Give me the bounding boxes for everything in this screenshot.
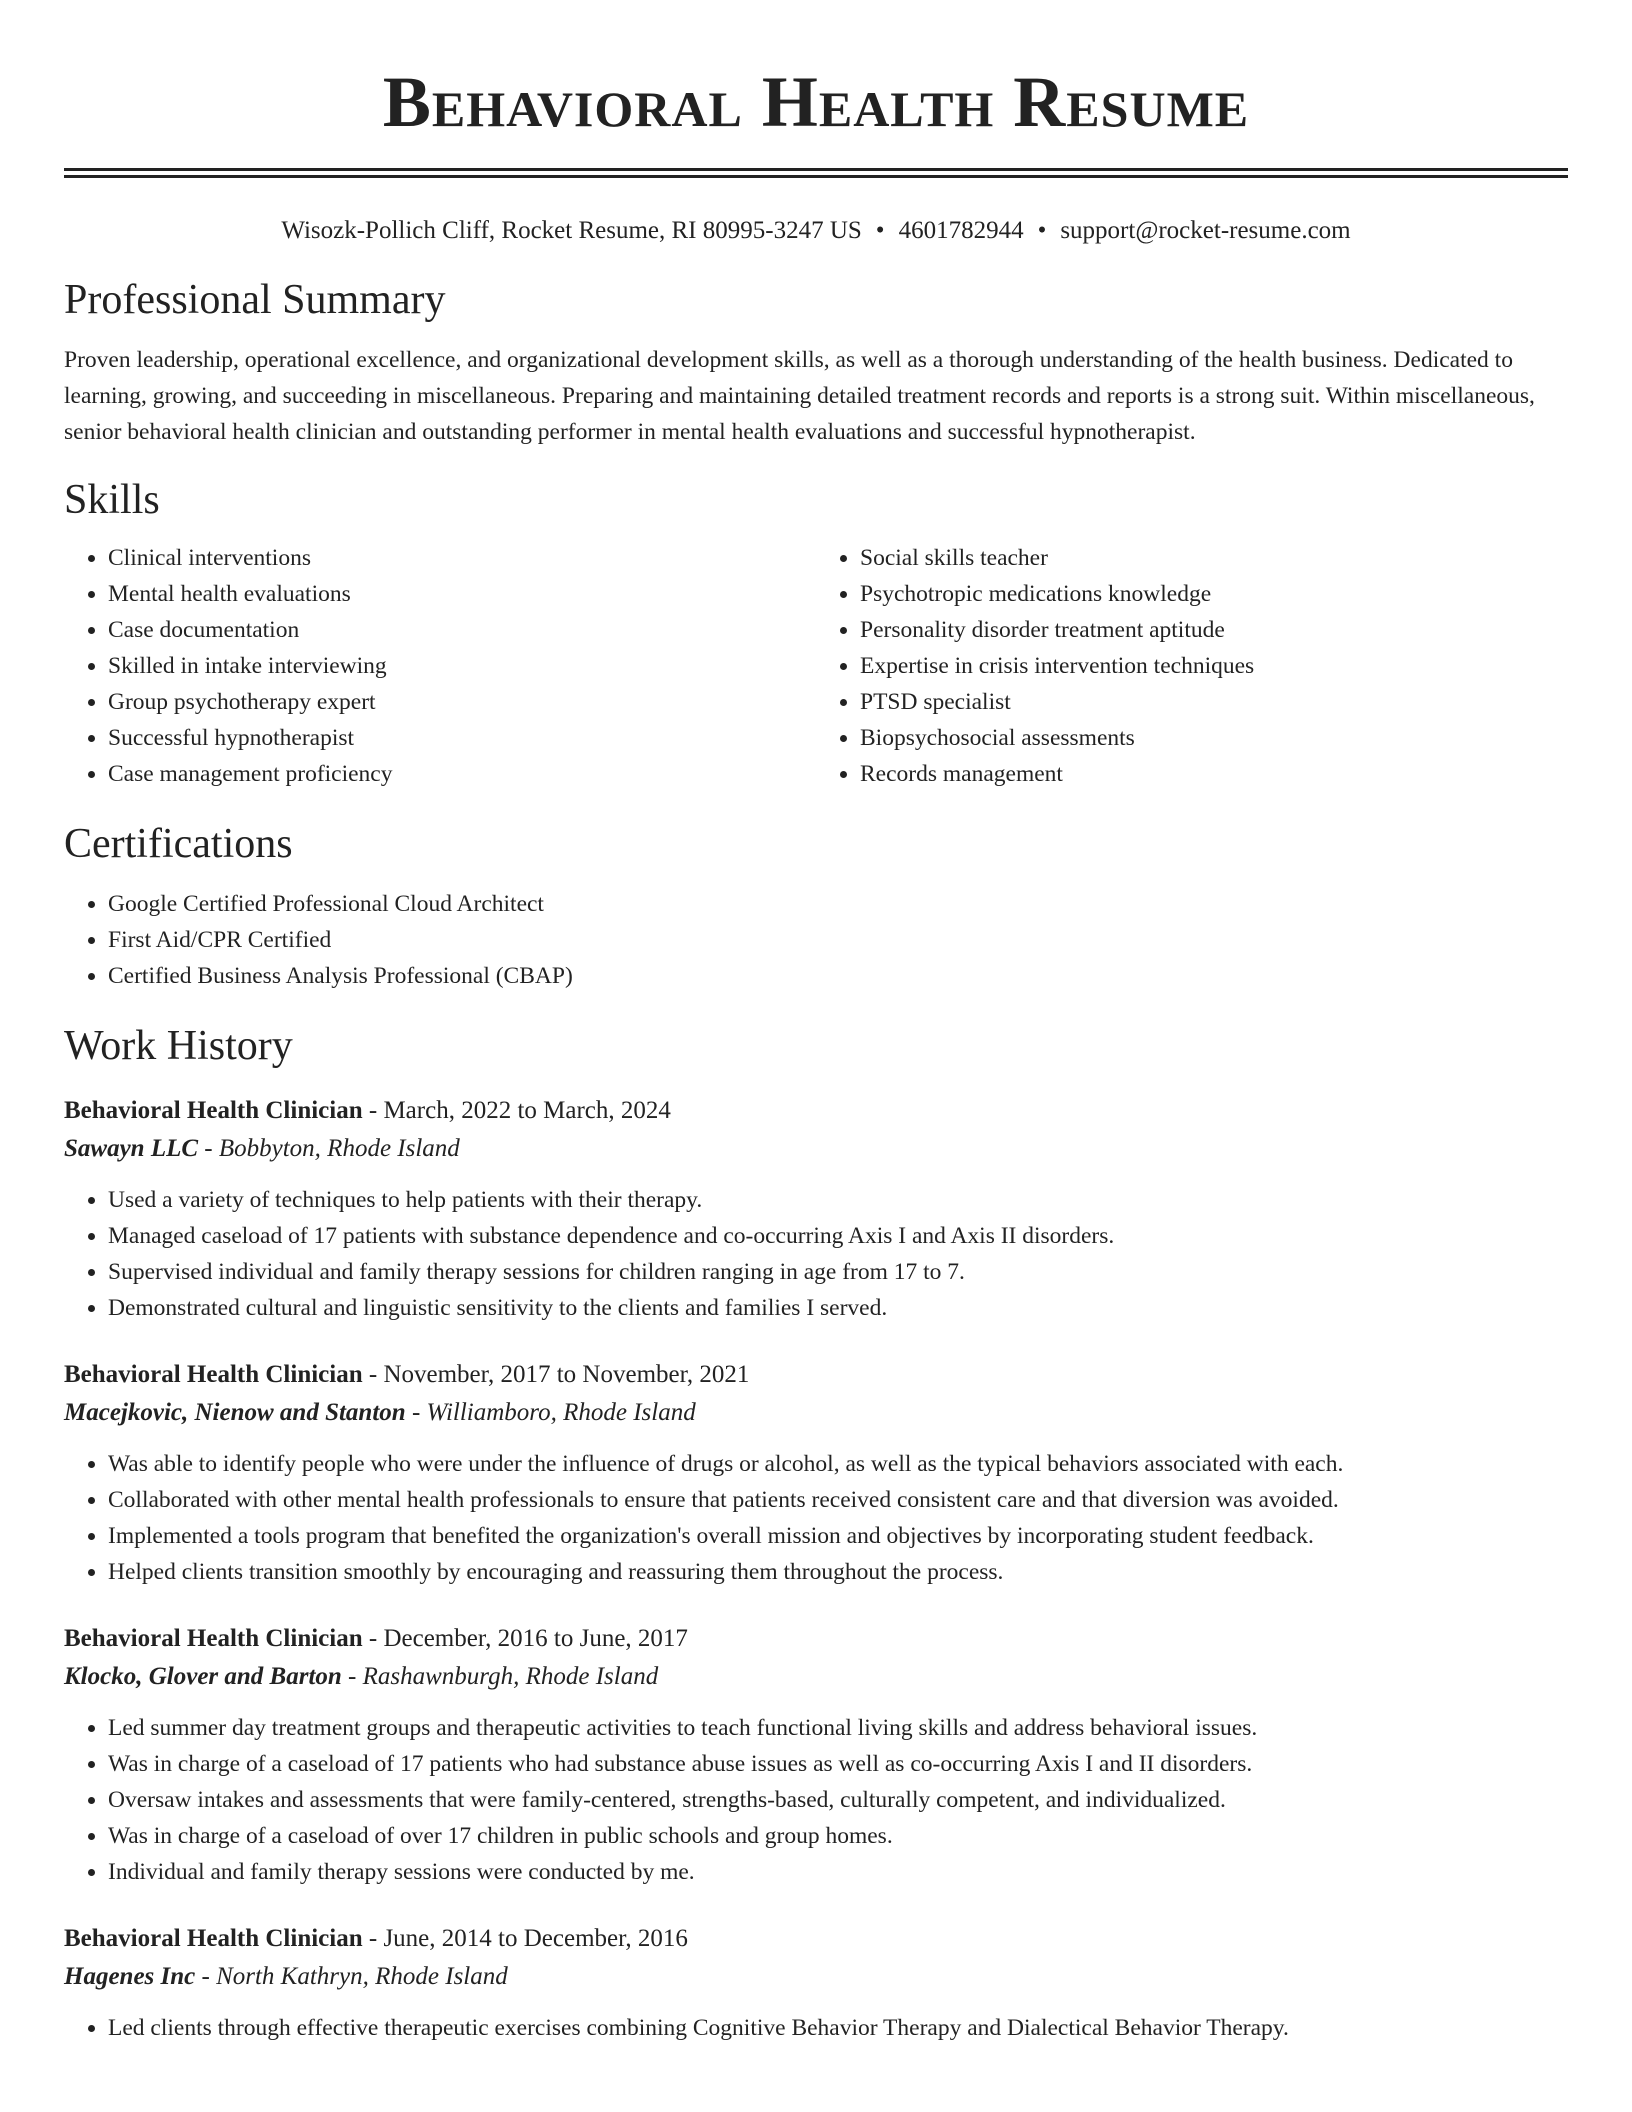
job-location: - Williamboro, Rhode Island — [405, 1399, 696, 1426]
job-bullets — [64, 2010, 1568, 2046]
skill-item: • Mental health evaluations — [108, 576, 816, 612]
job-location: - Bobbyton, Rhode Island — [198, 1135, 460, 1162]
job-bullets — [64, 1446, 1568, 1590]
skills-list-left — [64, 540, 816, 792]
skills-heading: Skills — [64, 477, 160, 523]
job-company-line — [64, 1958, 1568, 1996]
job-company: Hagenes Inc — [64, 1963, 196, 1990]
job-bullet: • Demonstrated cultural and linguistic sensitivity to the clients and families I served. — [108, 1290, 1568, 1326]
job-bullet: • Collaborated with other mental health professionals to ensure that patients received consistent care and that diversion was avoided. — [108, 1482, 1568, 1518]
job-bullet: • Helped clients transition smoothly by encouraging and reassuring them throughout the process. — [108, 1554, 1568, 1590]
certification-item: • Google Certified Professional Cloud Architect — [108, 886, 1568, 922]
job-company: Macejkovic, Nienow and Stanton — [64, 1399, 406, 1426]
job-title: Behavioral Health Clinician — [64, 1361, 363, 1388]
job-dates: - December, 2016 to June, 2017 — [362, 1625, 688, 1652]
job-bullet: • Led clients through effective therapeutic exercises combining Cognitive Behavior Therapy and Dialectical Behavior Therapy. — [108, 2010, 1568, 2046]
job-location: - Rashawnburgh, Rhode Island — [341, 1663, 659, 1690]
job-bullet: • Used a variety of techniques to help patients with their therapy. — [108, 1182, 1568, 1218]
job-dates: - March, 2022 to March, 2024 — [362, 1097, 671, 1124]
job-entry — [64, 1920, 1568, 2046]
resume-title: Behavioral Health Resume — [382, 62, 1250, 142]
summary-text: Proven leadership, operational excellence, and organizational development skills, as well as a thorough understanding of the health business. Dedicated to learning, growing, and succeeding in miscellaneous. Preparing and maintaining detailed treatment records and reports is a strong suit. Within miscellaneous, senior behavioral health clinician and outstanding performer in mental health evaluations and successful hypnotherapist. — [64, 347, 1535, 445]
skills-columns — [64, 540, 1568, 792]
job-bullet: • Was able to identify people who were under the influence of drugs or alcohol, as well as the typical behaviors associated with each. — [108, 1446, 1568, 1482]
job-location: - North Kathryn, Rhode Island — [195, 1963, 508, 1990]
job-title-line — [64, 1620, 1568, 1658]
job-company: Klocko, Glover and Barton — [64, 1663, 342, 1690]
skill-item: • Psychotropic medications knowledge — [860, 576, 1568, 612]
contact-separator: • — [1037, 217, 1047, 244]
skill-item: • Clinical interventions — [108, 540, 816, 576]
job-company: Sawayn LLC — [64, 1135, 199, 1162]
job-bullet: • Was in charge of a caseload of 17 patients who had substance abuse issues as well as co-occurring Axis I and II disorders. — [108, 1746, 1568, 1782]
contact-phone: 4601782944 — [898, 217, 1024, 244]
job-bullet: • Individual and family therapy sessions were conducted by me. — [108, 1854, 1568, 1890]
title-double-rule — [64, 168, 1568, 178]
work-history-list — [64, 1092, 1568, 2046]
skill-item: • Successful hypnotherapist — [108, 720, 816, 756]
contact-email: support@rocket-resume.com — [1060, 217, 1351, 244]
job-company-line — [64, 1394, 1568, 1432]
work-history-heading: Work History — [64, 1023, 293, 1069]
job-bullets — [64, 1182, 1568, 1326]
job-bullet: • Implemented a tools program that benefited the organization's overall mission and objectives by incorporating student feedback. — [108, 1518, 1568, 1554]
job-bullet: • Oversaw intakes and assessments that were family-centered, strengths-based, culturally competent, and individualized. — [108, 1782, 1568, 1818]
skill-item: • Expertise in crisis intervention techniques — [860, 648, 1568, 684]
job-title-line — [64, 1920, 1568, 1958]
job-title: Behavioral Health Clinician — [64, 1097, 363, 1124]
skills-list-right — [816, 540, 1568, 792]
job-title-line — [64, 1092, 1568, 1130]
contact-line — [64, 214, 1568, 248]
certification-item: • First Aid/CPR Certified — [108, 922, 1568, 958]
contact-separator: • — [875, 217, 885, 244]
summary-heading: Professional Summary — [64, 277, 446, 323]
job-title: Behavioral Health Clinician — [64, 1625, 363, 1652]
job-entry — [64, 1092, 1568, 1326]
skill-item: • Case management proficiency — [108, 756, 816, 792]
skill-item: • Skilled in intake interviewing — [108, 648, 816, 684]
job-bullet: • Led summer day treatment groups and therapeutic activities to teach functional living skills and address behavioral issues. — [108, 1710, 1568, 1746]
job-bullets — [64, 1710, 1568, 1890]
job-company-line — [64, 1130, 1568, 1168]
job-company-line — [64, 1658, 1568, 1696]
skill-item: • Biopsychosocial assessments — [860, 720, 1568, 756]
certifications-list — [64, 886, 1568, 994]
certification-item: • Certified Business Analysis Professional (CBAP) — [108, 958, 1568, 994]
skill-item: • Personality disorder treatment aptitude — [860, 612, 1568, 648]
job-dates: - June, 2014 to December, 2016 — [362, 1925, 688, 1952]
skill-item: • Social skills teacher — [860, 540, 1568, 576]
skill-item: • Records management — [860, 756, 1568, 792]
skill-item: • Group psychotherapy expert — [108, 684, 816, 720]
skill-item: • PTSD specialist — [860, 684, 1568, 720]
job-title-line — [64, 1356, 1568, 1394]
job-entry — [64, 1356, 1568, 1590]
job-entry — [64, 1620, 1568, 1890]
certifications-heading: Certifications — [64, 821, 293, 867]
job-bullet: • Supervised individual and family therapy sessions for children ranging in age from 17 to 7. — [108, 1254, 1568, 1290]
job-bullet: • Was in charge of a caseload of over 17 children in public schools and group homes. — [108, 1818, 1568, 1854]
job-title: Behavioral Health Clinician — [64, 1925, 363, 1952]
job-dates: - November, 2017 to November, 2021 — [362, 1361, 750, 1388]
skill-item: • Case documentation — [108, 612, 816, 648]
job-bullet: • Managed caseload of 17 patients with substance dependence and co-occurring Axis I and Axis II disorders. — [108, 1218, 1568, 1254]
contact-address: Wisozk-Pollich Cliff, Rocket Resume, RI 80995-3247 US — [281, 217, 862, 244]
